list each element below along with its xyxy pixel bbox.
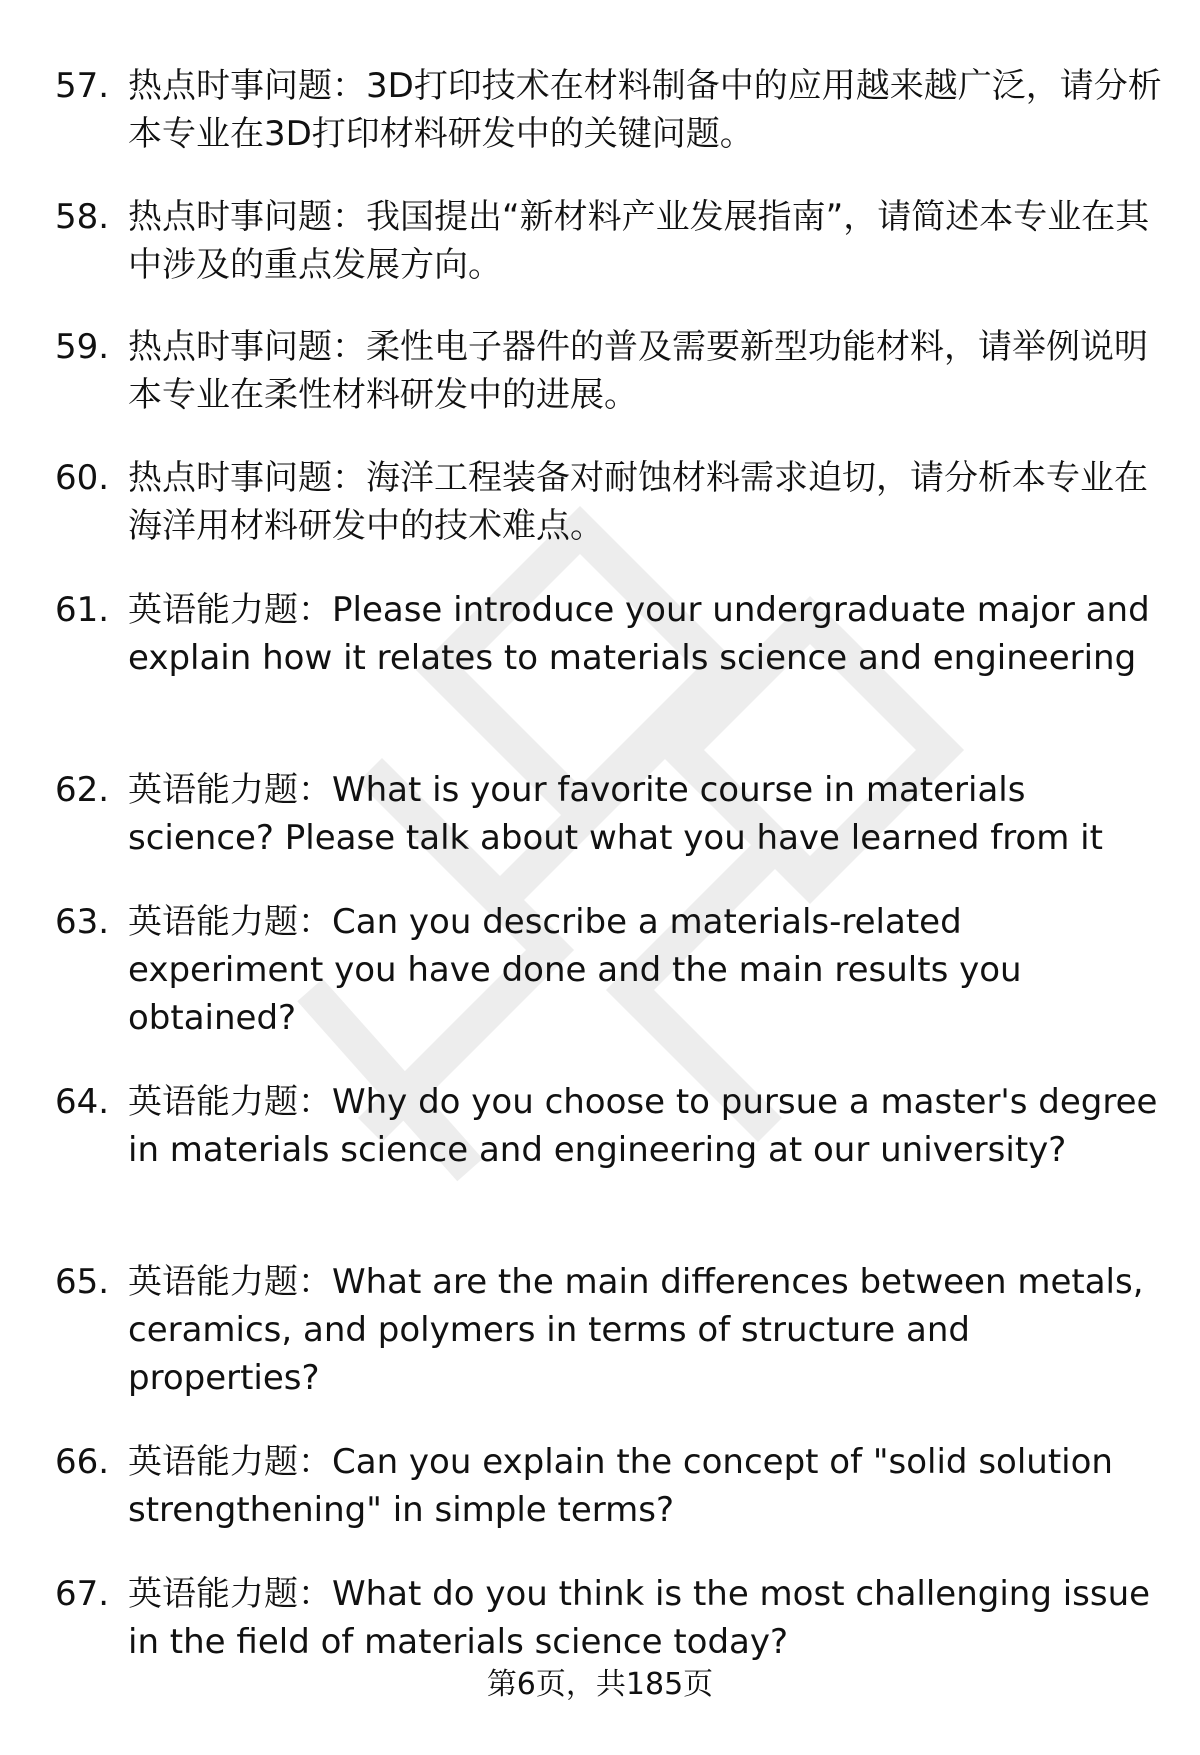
question-text: What do you think is the most challenging issue in the field of materials science today?	[128, 1574, 1151, 1662]
question-category: 热点时事问题：	[128, 458, 366, 498]
question-category: 热点时事问题：	[128, 327, 366, 367]
question-number: 64.	[55, 1082, 110, 1122]
question-item	[55, 193, 1165, 289]
page-number-footer: 第6页，共185页	[486, 1667, 714, 1702]
question-number: 63.	[55, 902, 110, 942]
question-number: 59.	[55, 327, 110, 367]
question-item	[55, 1438, 1165, 1534]
question-category: 英语能力题：	[128, 770, 332, 810]
question-text: 海洋工程装备对耐蚀材料需求迫切，请分析本专业在海洋用材料研发中的技术难点。	[128, 458, 1148, 546]
question-number: 58.	[55, 197, 110, 237]
question-text: 柔性电子器件的普及需要新型功能材料，请举例说明本专业在柔性材料研发中的进展。	[128, 327, 1148, 415]
question-number: 65.	[55, 1262, 110, 1302]
question-item	[55, 323, 1165, 419]
question-category: 英语能力题：	[128, 1574, 332, 1614]
question-number: 57.	[55, 66, 110, 106]
question-item	[55, 766, 1165, 862]
question-number: 60.	[55, 458, 110, 498]
question-number: 61.	[55, 590, 110, 630]
question-text: What is your favorite course in materials science? Please talk about what you have learned from it	[128, 770, 1103, 858]
question-text: Can you explain the concept of "solid solution strengthening" in simple terms?	[128, 1442, 1113, 1530]
question-category: 热点时事问题：	[128, 66, 366, 106]
question-text: What are the main differences between metals, ceramics, and polymers in terms of structure and properties?	[128, 1262, 1144, 1398]
question-text: Why do you choose to pursue a master's degree in materials science and engineering at our university?	[128, 1082, 1158, 1170]
question-item	[55, 1078, 1165, 1174]
question-number: 67.	[55, 1574, 110, 1614]
question-text: Please introduce your undergraduate major and explain how it relates to materials science and engineering	[128, 590, 1150, 678]
question-category: 英语能力题：	[128, 1082, 332, 1122]
question-number: 62.	[55, 770, 110, 810]
question-item	[55, 62, 1165, 158]
question-category: 英语能力题：	[128, 590, 332, 630]
question-number: 66.	[55, 1442, 110, 1482]
question-text: Can you describe a materials-related experiment you have done and the main results you obtained?	[128, 902, 1022, 1038]
question-category: 英语能力题：	[128, 902, 332, 942]
question-item	[55, 1258, 1165, 1402]
question-item	[55, 898, 1165, 1042]
question-item	[55, 454, 1165, 550]
question-category: 热点时事问题：	[128, 197, 366, 237]
question-text: 我国提出“新材料产业发展指南”，请简述本专业在其中涉及的重点发展方向。	[128, 197, 1150, 285]
question-category: 英语能力题：	[128, 1262, 332, 1302]
question-item	[55, 586, 1165, 682]
question-text: 3D打印技术在材料制备中的应用越来越广泛，请分析本专业在3D打印材料研发中的关键问题。	[128, 66, 1162, 154]
question-item	[55, 1570, 1165, 1666]
question-category: 英语能力题：	[128, 1442, 332, 1482]
